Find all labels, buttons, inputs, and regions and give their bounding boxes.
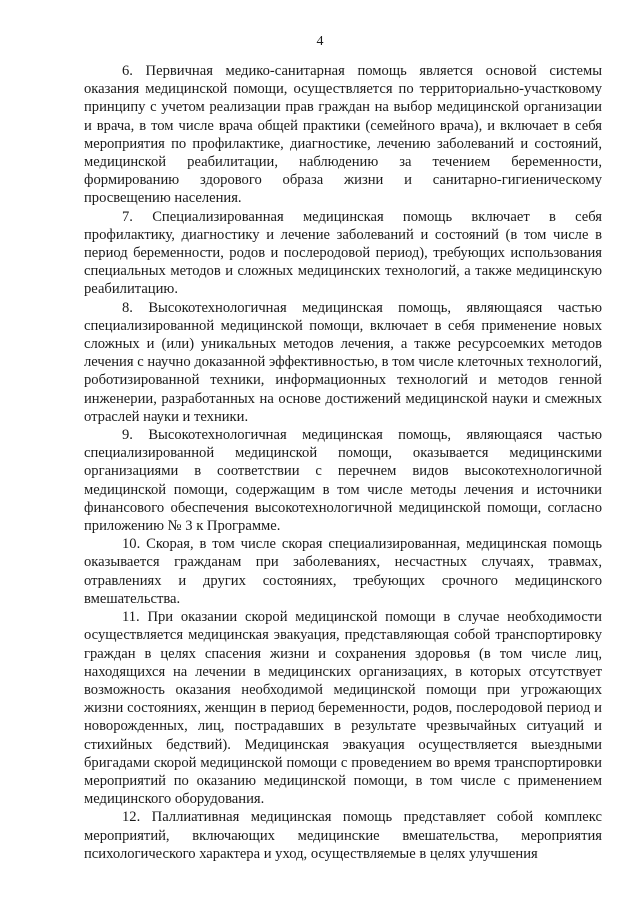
document-body [84,62,602,863]
paragraph-12: 12. Паллиативная медицинская помощь представляет собой комплекс мероприятий, включающих медицинские вмешательства, мероприятия психологического характера и уход, осуществляемые в целях улучшения [84,809,602,862]
paragraph-11: 11. При оказании скорой медицинской помощи в случае необходимости осуществляется медицинская эвакуация, представляющая собой транспортировку граждан в целях спасения жизни и сохранения здоровья (в том числе лиц, находящихся на лечении в медицинских организациях, в которых отсутствует возможность оказания необходимой медицинской помощи при угрожающих жизни состояниях, женщин в период беременности, родов, послеродовой период и новорожденных, лиц, пострадавших в результате чрезвычайных ситуаций и стихийных бедствий). Медицинская эвакуация осуществляется выездными бригадами скорой медицинской помощи с проведением во время транспортировки мероприятий по оказанию медицинской помощи, в том числе с применением медицинского оборудования. [84,609,602,808]
paragraph-9: 9. Высокотехнологичная медицинская помощь, являющаяся частью специализированной медицинской помощи, оказывается медицинскими организациями в соответствии с перечнем видов высокотехнологичной медицинской помощи, содержащим в том числе методы лечения и источники финансового обеспечения высокотехнологичной медицинской помощи, согласно приложению № 3 к Программе. [84,427,602,535]
page-number: 4 [316,34,324,49]
paragraph-8: 8. Высокотехнологичная медицинская помощь, являющаяся частью специализированной медицинской помощи, включает в себя применение новых сложных и (или) уникальных методов лечения, а также ресурсоемких методов лечения с научно доказанной эффективностью, в том числе клеточных технологий, роботизированной техники, информационных технологий и методов генной инженерии, разработанных на основе достижений медицинской науки и смежных отраслей науки и техники. [84,299,602,425]
paragraph-6: 6. Первичная медико-санитарная помощь является основой системы оказания медицинской помощи, осуществляется по территориально-участковому принципу с учетом реализации прав граждан на выбор медицинской организации и врача, в том числе врача общей практики (семейного врача), и включает в себя мероприятия по профилактике, диагностике, лечению заболеваний и состояний, медицинской реабилитации, наблюдению за течением беременности, формированию здорового образа жизни и санитарно-гигиеническому просвещению населения. [84,63,602,207]
paragraph-10: 10. Скорая, в том числе скорая специализированная, медицинская помощь оказывается гражданам при заболеваниях, несчастных случаях, травмах, отравлениях и других состояниях, требующих срочного медицинского вмешательства. [84,536,602,607]
paragraph-7: 7. Специализированная медицинская помощь включает в себя профилактику, диагностику и лечение заболеваний и состояний (в том числе в период беременности, родов и послеродовой период), требующих использования специальных методов и сложных медицинских технологий, а также медицинскую реабилитацию. [84,208,602,298]
